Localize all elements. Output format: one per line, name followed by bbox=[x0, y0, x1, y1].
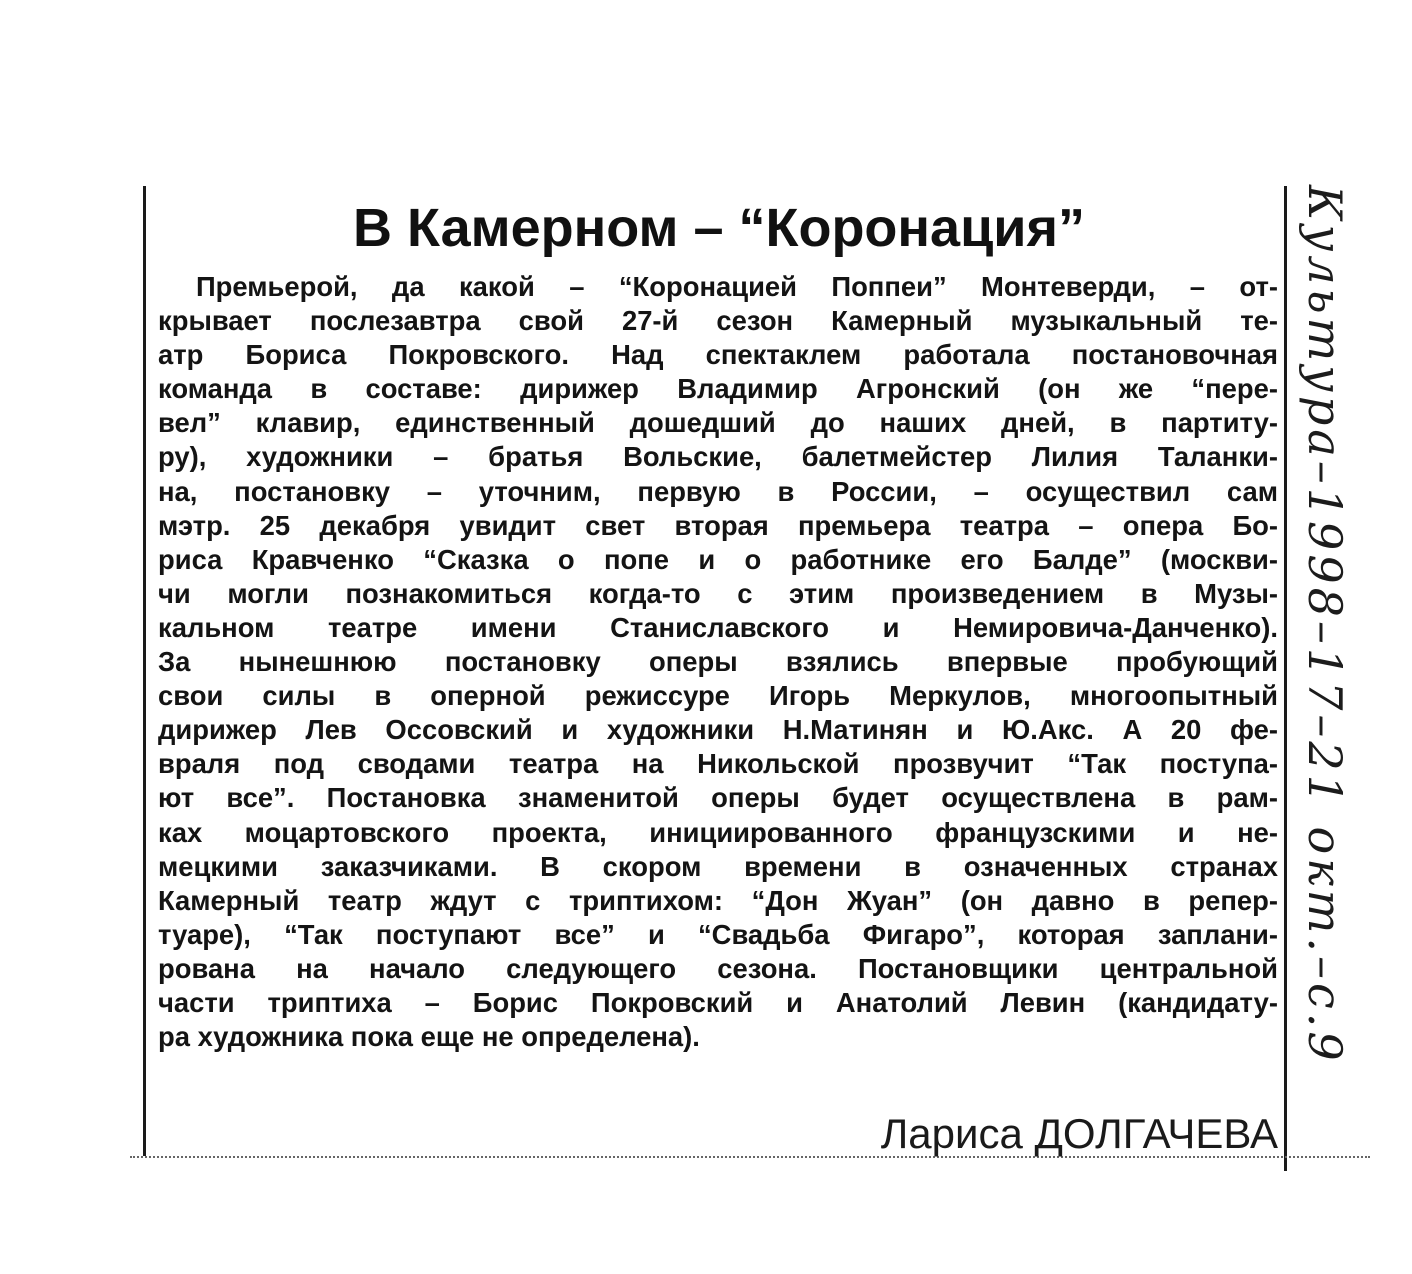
article-line: риса Кравченко “Сказка о попе и о работнике его Балде” (москви- bbox=[158, 543, 1278, 575]
article-line: Премьерой, да какой – “Коронацией Поппеи” Монтеверди, – от- bbox=[196, 271, 1278, 302]
article-line: крывает послезавтра свой 27-й сезон Камерный музыкальный те- bbox=[158, 305, 1278, 337]
article-line: кальном театре имени Станиславского и Немировича-Данченко). bbox=[158, 611, 1278, 643]
article-line: За нынешнюю постановку оперы взялись впервые пробующий bbox=[158, 646, 1278, 678]
handwritten-source-note bbox=[1300, 185, 1360, 1105]
column-rule-right bbox=[1284, 186, 1287, 1171]
article-line: ют все”. Постановка знаменитой оперы будет осуществлена в рам- bbox=[158, 782, 1278, 814]
article-line: чи могли познакомиться когда-то с этим произведением в Музы- bbox=[158, 577, 1278, 609]
article-title: В Камерном – “Коронация” bbox=[353, 198, 1085, 258]
article-line: атр Бориса Покровского. Над спектаклем работала постановочная bbox=[158, 339, 1278, 371]
article-line: мэтр. 25 декабря увидит свет вторая премьера театра – опера Бо- bbox=[158, 509, 1278, 541]
article-line: туаре), “Так поступают все” и “Свадьба Фигаро”, которая заплани- bbox=[158, 918, 1278, 950]
article-line: на, постановку – уточним, первую в России, – осуществил сам bbox=[158, 475, 1278, 507]
article-line: Камерный театр ждут с триптихом: “Дон Жуан” (он давно в репер- bbox=[158, 884, 1278, 916]
article-line: ра художника пока еще не определена). bbox=[158, 1021, 700, 1053]
article-line: ру), художники – братья Вольские, балетмейстер Лилия Таланки- bbox=[158, 441, 1278, 473]
article-line: рована на начало следующего сезона. Постановщики центральной bbox=[158, 952, 1278, 984]
article-body bbox=[158, 270, 1278, 1054]
article-line: вел” клавир, единственный дошедший до наших дней, в партиту- bbox=[158, 407, 1278, 439]
article-author: Лариса ДОЛГАЧЕВА bbox=[880, 1110, 1278, 1157]
article-line: дирижер Лев Оссовский и художники Н.Матинян и Ю.Акс. А 20 фе- bbox=[158, 714, 1278, 746]
article-line: команда в составе: дирижер Владимир Агронский (он же “пере- bbox=[158, 373, 1278, 405]
handwritten-note-text: Культура–1998–17–21 окт.–с.9 bbox=[1298, 185, 1352, 1065]
article-line: ках моцартовского проекта, инициированного французскими и не- bbox=[158, 816, 1278, 848]
article-line: свои силы в оперной режиссуре Игорь Меркулов, многоопытный bbox=[158, 680, 1278, 712]
article-line: враля под сводами театра на Никольской прозвучит “Так поступа- bbox=[158, 748, 1278, 780]
article-line: части триптиха – Борис Покровский и Анатолий Левин (кандидату- bbox=[158, 986, 1278, 1018]
column-rule-left bbox=[143, 186, 146, 1156]
article-line: мецкими заказчиками. В скором времени в означенных странах bbox=[158, 850, 1278, 882]
